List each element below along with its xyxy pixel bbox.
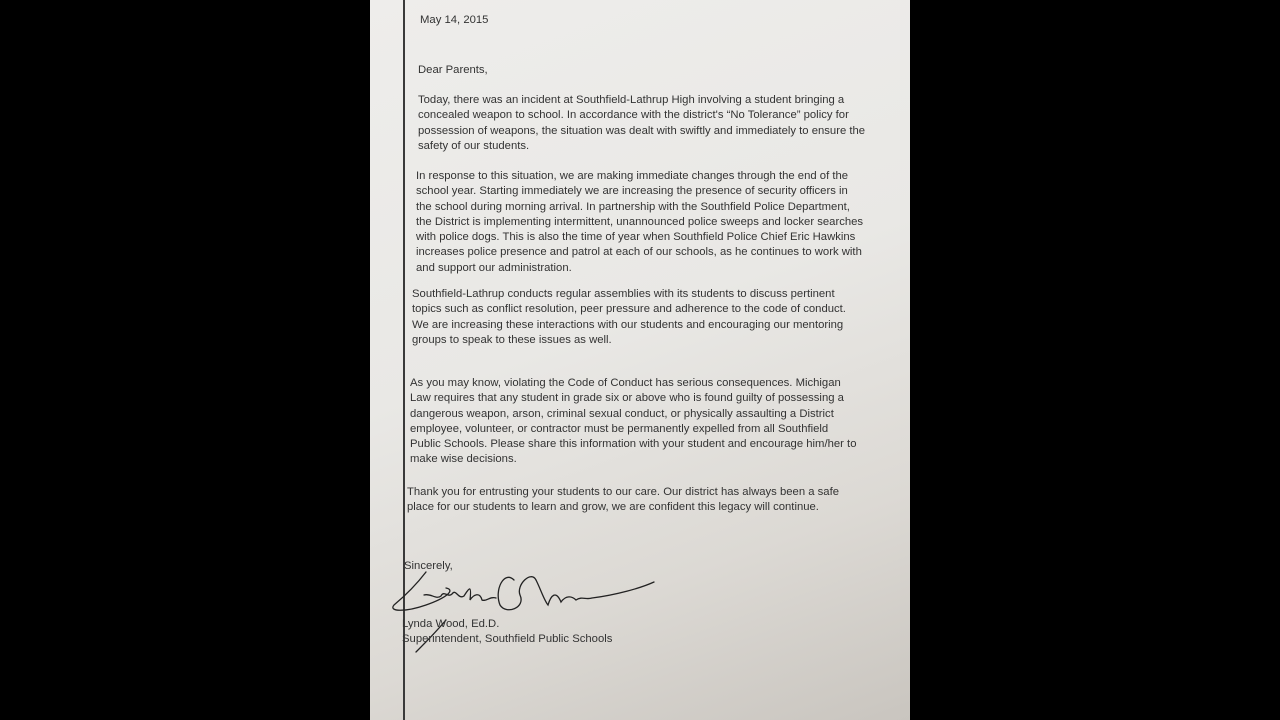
line: Southfield-Lathrup conducts regular assemblies with its students to discuss pertinent [412,288,835,300]
line: dangerous weapon, arson, criminal sexual conduct, or physically assaulting a District [410,407,834,420]
salutation: Dear Parents, [418,64,488,76]
line: safety of our students. [418,139,530,152]
paragraph-4 [410,376,856,468]
closing: Sincerely, [404,560,453,572]
paragraph-5 [407,485,839,516]
signer-name: Lynda Wood, Ed.D. [402,618,500,630]
line: Law requires that any student in grade six or above who is found guilty of possessing a [410,392,844,405]
line: We are increasing these interactions with our students and encouraging our mentoring [412,318,844,331]
line: Today, there was an incident at Southfield-Lathrup High involving a student bringing a [418,94,845,106]
letter-page [370,0,910,720]
line: possession of weapons, the situation was dealt with swiftly and immediately to ensure the [418,124,866,137]
line: school year. Starting immediately we are increasing the presence of security officers in [416,185,848,198]
line: Thank you for entrusting your students to our care. Our district has always been a safe [407,486,840,498]
letter-date: May 14, 2015 [420,14,489,26]
paragraph-2 [416,169,863,276]
line: concealed weapon to school. In accordance with the district's “No Tolerance” policy for [418,109,849,122]
line: groups to speak to these issues as well. [412,333,612,346]
line: the school during morning arrival. In partnership with the Southfield Police Department, [416,200,850,213]
paragraph-3 [412,287,846,348]
line: Public Schools. Please share this information with your student and encourage him/her to [410,438,857,451]
line: make wise decisions. [410,453,517,466]
line: the District is implementing intermittent, unannounced police sweeps and locker searches [416,215,864,228]
line: As you may know, violating the Code of Conduct has serious consequences. Michigan [410,377,841,389]
line: increases police presence and patrol at each of our schools, as he continues to work with [416,246,862,259]
line: employee, volunteer, or contractor must be permanently expelled from all Southfield [410,422,829,435]
paragraph-1 [418,93,865,154]
line: place for our students to learn and grow, we are confident this legacy will continue. [407,501,819,514]
signer-title: Superintendent, Southfield Public Schools [402,633,613,645]
line: In response to this situation, we are making immediate changes through the end of the [416,170,849,182]
line: and support our administration. [416,261,572,274]
line: topics such as conflict resolution, peer pressure and adherence to the code of conduct. [412,303,846,316]
line: with police dogs. This is also the time of year when Southfield Police Chief Eric Hawkins [416,231,856,244]
